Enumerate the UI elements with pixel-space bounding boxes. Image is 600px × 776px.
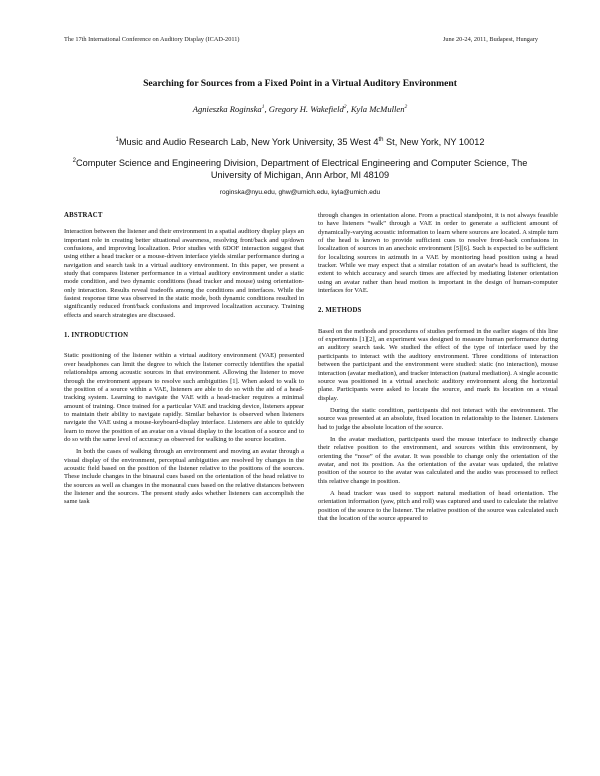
ordinal-suffix: th	[378, 137, 384, 143]
methods-heading: 2. METHODS	[318, 307, 362, 315]
body-paragraph: During the static condition, participants did not interact with the environment. The source was presented at an absolute, fixed location in relationship to the listener. Listeners had to judge the absolute location of the source.	[318, 406, 558, 431]
paper-title: Searching for Sources from a Fixed Point in a Virtual Auditory Environment	[143, 78, 457, 89]
abstract-text: Interaction between the listener and their environment in a spatial auditory display plays an important role in creating better situational awareness, resolving front/back and up/down confusions, and improving localization. Prior studies with 6DOF interaction suggest that using either a head tracker or a mouse-driven interface yields similar performance during a navigation and search task in a virtual auditory environment. In this paper, we present a study that compares listener performance in a virtual auditory environment under a static mode condition, and two dynamic conditions (head tracker and mouse) using orientation-only interaction. Results reveal tradeoffs among the conditions and interfaces. While the fastest response time was observed in the static mode, both dynamic conditions resulted in significantly reduced front/back confusions and improved localization accuracy. Training effects and search strategies are discussed.	[64, 228, 304, 319]
body-paragraph: Static positioning of the listener within a virtual auditory environment (VAE) presented over headphones can limit the degree to which the listener correctly identifies the spatial relationships among acoustic sources in that environment. Allowing the listener to move through the environment appears to resolve such ambiguities [1]. When asked to walk to the position of a source within a VAE, listeners are able to do so with the aid of a head-tracking system. Learning to navigate the VAE with a head-tracker requires a minimal amount of training. Once trained for a particular VAE and tracking device, listeners appear to maintain their ability to navigate rapidly. Similar behavior is observed when listeners navigate the VAE using a mouse-keyboard-display interface. Listeners are able to quickly learn to move the position of an avatar on a visual display to the location of a source and to do so with the same level of accuracy as observed for walking to the source location.	[64, 352, 304, 443]
author-affil-mark: 1	[261, 104, 265, 111]
affiliation-mark: 2	[72, 158, 77, 164]
author-name: Agnieszka Roginska	[192, 104, 262, 114]
author-separator: ,	[346, 104, 351, 114]
body-paragraph: A head tracker was used to support natural mediation of head orientation. The orientation information (yaw, pitch and roll) was captured and used to calculate the relative position of the source to the listener. The relative position of the source was calculated such that the location of the source appeared to	[318, 489, 558, 522]
affiliation-1	[60, 134, 540, 148]
body-paragraph: In the avatar mediation, participants used the mouse interface to indirectly change their relative position to the environment, and sources within this environment, by orienting the “nose” of the avatar. It was possible to change only the orientation of the avatar, and not its position. As the orientation of the avatar was updated, the relative position of the source to the avatar was calculated and the audio was processed to reflect this relative change in position.	[318, 435, 558, 485]
author-separator: ,	[264, 104, 269, 114]
affiliation-text: St, New York, NY 10012	[383, 137, 485, 148]
affiliation-mark: 1	[115, 137, 119, 143]
affiliation-text: Music and Audio Research Lab, New York University, 35 West 4	[118, 137, 379, 148]
author-affil-mark: 2	[404, 104, 408, 111]
running-header-conference: The 17th International Conference on Auditory Display (ICAD-2011)	[64, 36, 240, 43]
body-paragraph: through changes in orientation alone. From a practical standpoint, it is not always feasible to have listeners “walk” through a VAE in order to generate a sufficient amount of dynamically-varying acoustic information to learn where sources are located. A simple turn of the head is known to provide sufficient cues to resolve front-back confusions in localization of sources in an anechoic environment [5][6]. Such is expected to be sufficient for localizing sources in azimuth in a VAE by monitoring head position using a head tracker. While we may expect that a similar rotation of an avatar's head is sufficient, the extent to which accuracy and search times are affected by mediating listener orientation using an avatar rather than head motion is important in the design of human-computer interfaces for VAE.	[318, 212, 558, 295]
body-paragraph: Based on the methods and procedures of studies performed in the earlier stages of this line of experiments [1][2], an experiment was designed to measure human performance during an auditory search task. We studied the effect of the type of interface used by the participants to interact with the auditory environment. Three conditions of interaction between the participant and the environment were studied: static (no interaction), mouse interaction (avatar mediation), and tracker interaction (natural mediation). A single acoustic source was positioned in a virtual anechoic auditory environment along the horizontal plane. Participants were asked to locate the source, and mark its location on a visual display.	[318, 327, 558, 402]
author-name: Kyla McMullen	[350, 104, 405, 114]
right-column	[318, 212, 558, 523]
author-affil-mark: 2	[343, 104, 347, 111]
abstract-heading: ABSTRACT	[64, 212, 103, 219]
author-emails: roginska@nyu.edu, ghw@umich.edu, kyla@umich.edu	[219, 189, 381, 196]
running-header-date: June 20-24, 2011, Budapest, Hungary	[442, 36, 538, 43]
author-name: Gregory H. Wakefield	[268, 104, 344, 114]
body-paragraph: In both the cases of walking through an environment and moving an avatar through a visual display of the environment, perceptual ambiguities are resolved by changes in the acoustic field based on the position of the listener relative to the positions of the sources. These include changes in the binaural cues based on the orientation of the head relative to the sources as well as changes in the monaural cues based on the relative distances between the listener and the sources. The present study asks whether listeners can accomplish the same task	[64, 448, 304, 506]
affiliation-2	[60, 155, 540, 181]
left-column	[64, 212, 304, 507]
author-list	[0, 104, 600, 114]
introduction-heading: 1. INTRODUCTION	[64, 332, 129, 340]
affiliation-text: Computer Science and Engineering Division, Department of Electrical Engineering and Computer Science, The University of Michigan, Ann Arbor, MI 48109	[76, 158, 528, 181]
